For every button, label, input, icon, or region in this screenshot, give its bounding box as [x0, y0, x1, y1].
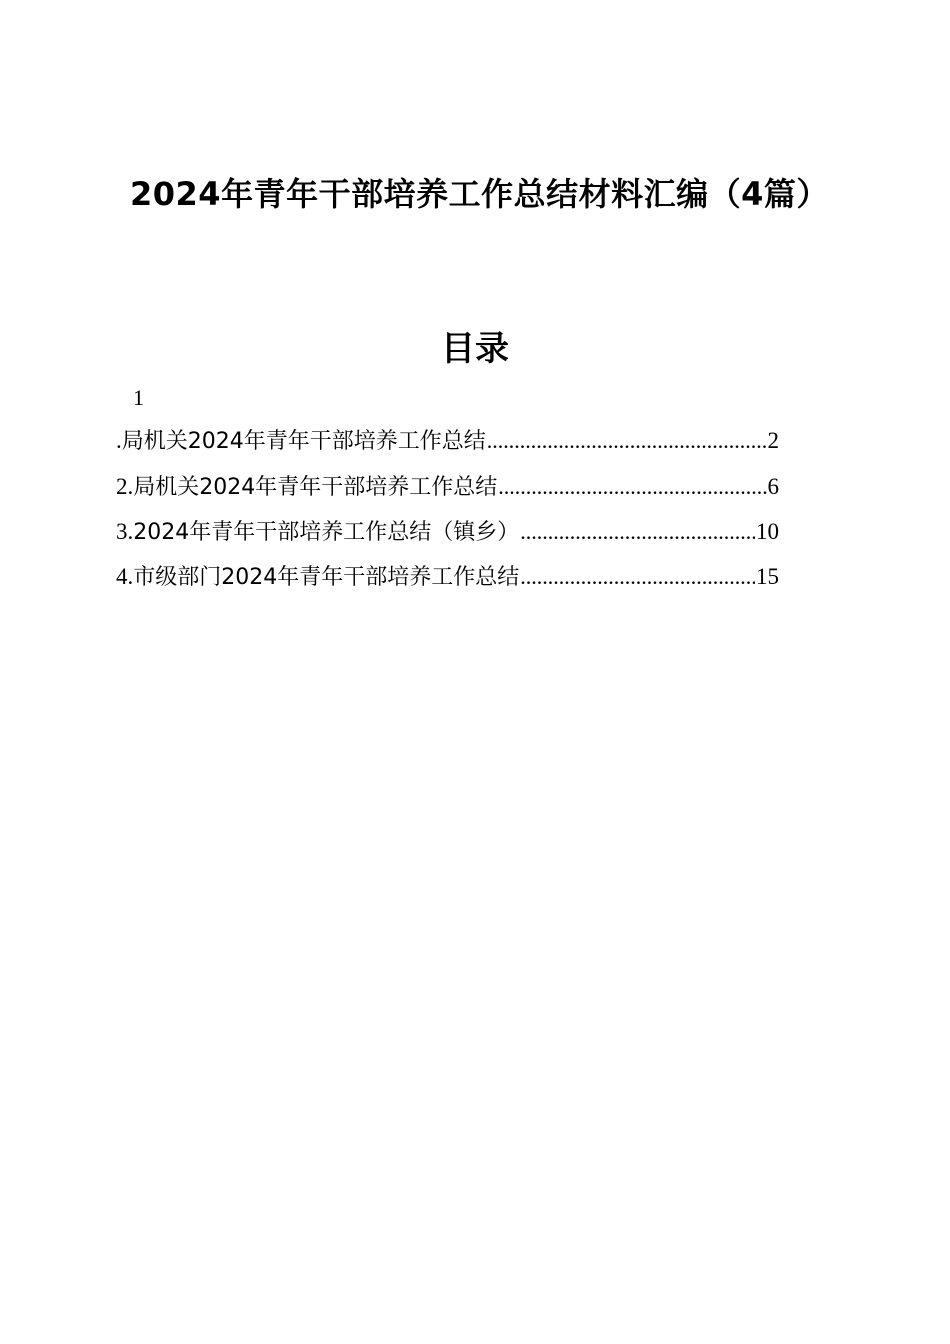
toc-entry[interactable] [116, 471, 779, 503]
toc-entry-page: 2 [767, 428, 779, 453]
toc-dot-leader [498, 471, 766, 503]
toc-heading: 目录 [441, 329, 509, 369]
toc-entry-text: 局机关2024年青年干部培养工作总结 [121, 429, 486, 454]
toc-entry-prefix: 4. [116, 564, 134, 589]
toc-entry[interactable] [116, 561, 779, 593]
toc-entry-text: 局机关2024年青年干部培养工作总结 [133, 475, 498, 500]
toc-entry-page: 6 [767, 474, 779, 499]
toc-entry-prefix: 2. [116, 474, 134, 499]
document-title: 2024年青年干部培养工作总结材料汇编（4篇） [130, 175, 829, 213]
toc-entry-prefix: 3. [116, 519, 134, 544]
toc-dot-leader [520, 516, 755, 548]
toc-entry-text: 2024年青年干部培养工作总结（镇乡） [133, 520, 520, 545]
toc-dot-leader [520, 561, 755, 593]
toc-entry-prefix: . [116, 428, 122, 453]
toc-entry[interactable] [116, 425, 779, 457]
toc-entry[interactable] [116, 516, 779, 548]
toc-dot-leader [487, 425, 767, 457]
toc-entry-page: 15 [756, 564, 779, 589]
toc-entry-page: 10 [756, 519, 779, 544]
toc-entry-text: 市级部门2024年青年干部培养工作总结 [133, 565, 520, 590]
toc-stray-number: 1 [133, 385, 144, 410]
